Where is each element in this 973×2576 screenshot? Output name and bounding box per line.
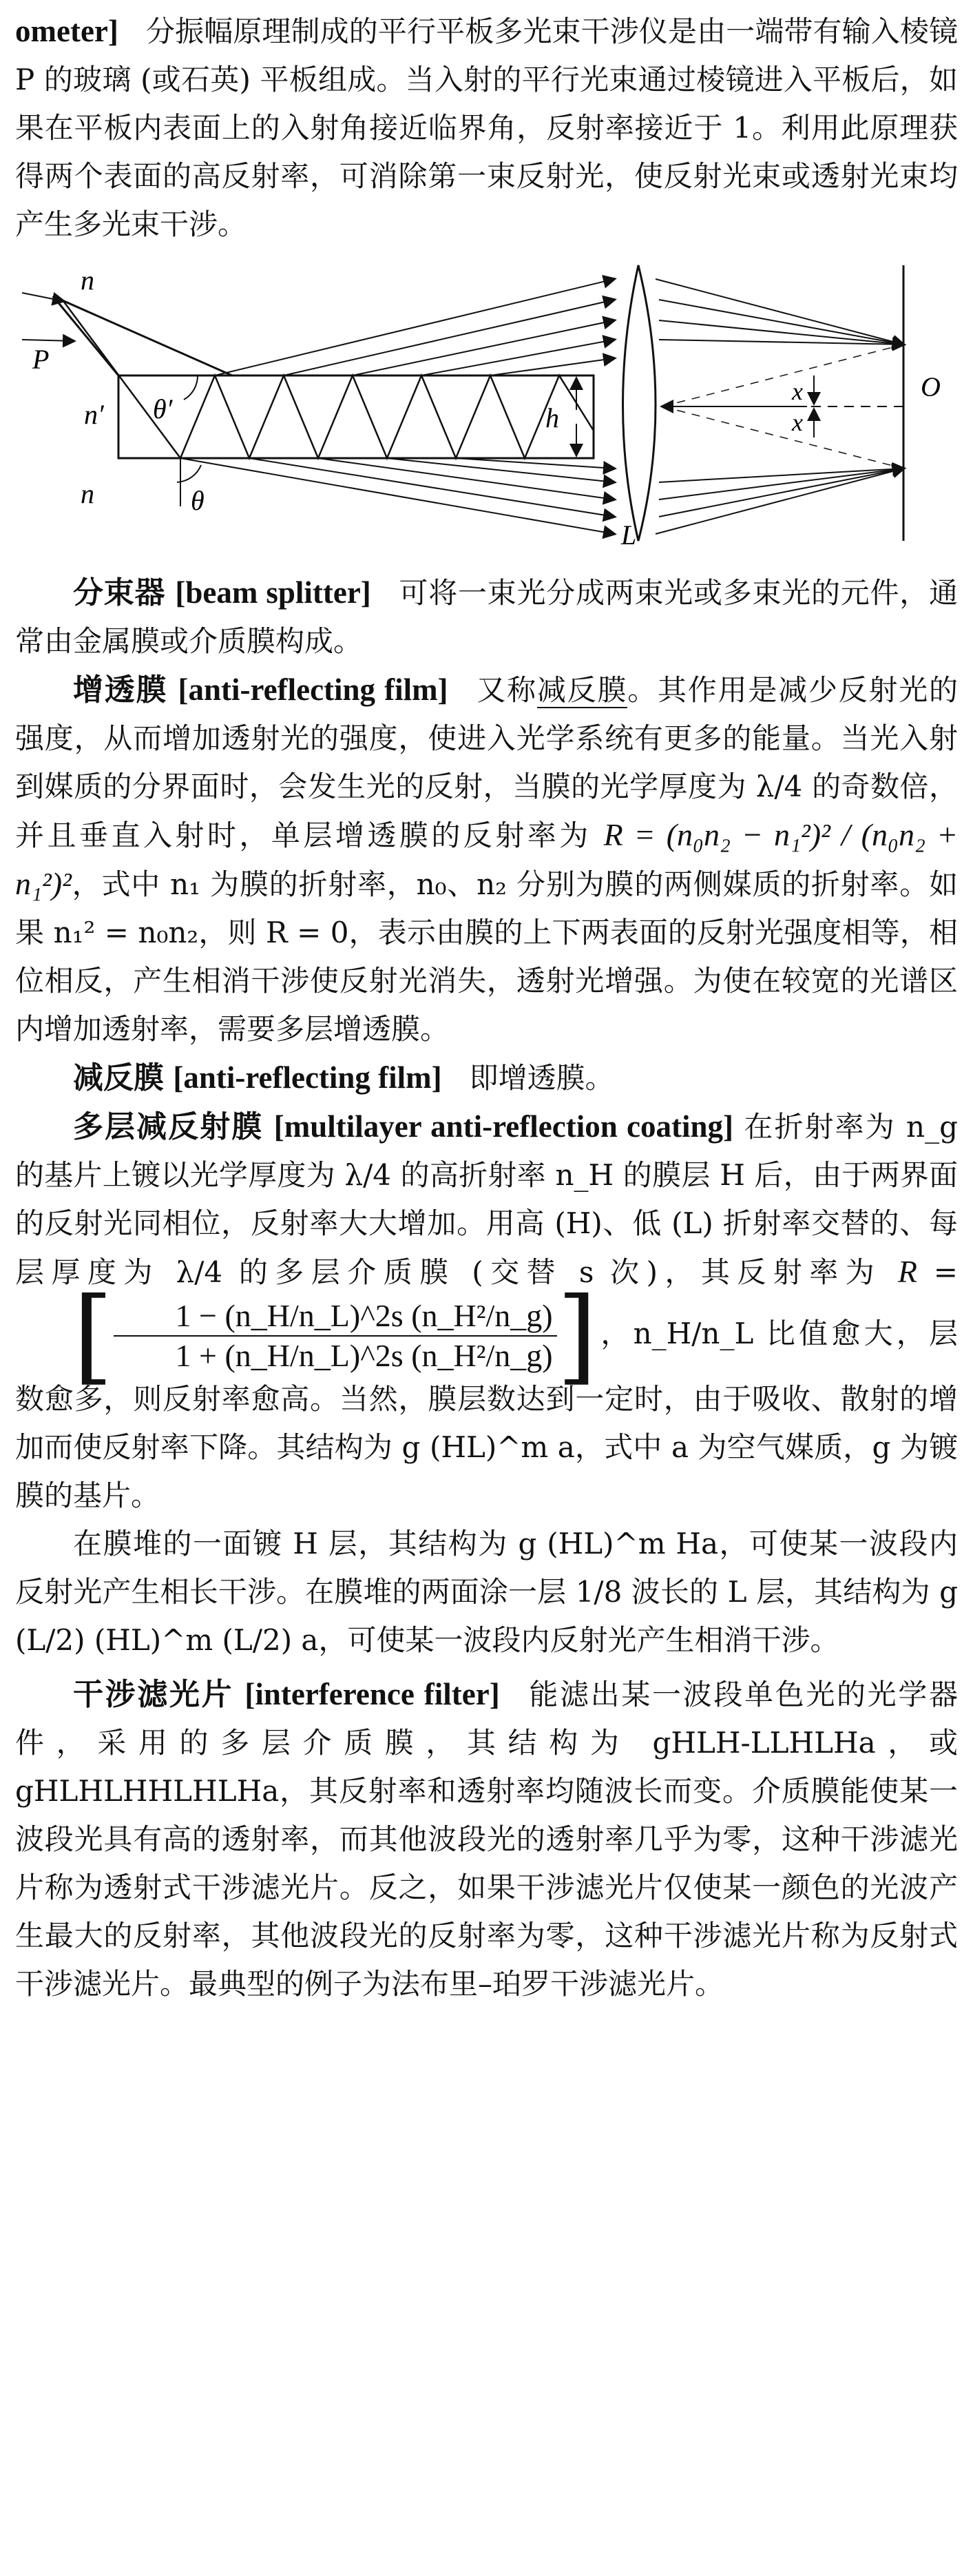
formula-multilayer-num: 1 − (n_H/n_L)^2s (n_H²/n_g) [114, 1297, 557, 1337]
text-multilayer-b: ，n_H/n_L 比值愈大，层数愈多，则反射率愈高。当然，膜层数达到一定时，由于吸收、散射的增加而使反射率下降。其结构为 g (HL)^m a，式中 a 为空气媒质，g 为镀膜的基片。 [15, 1317, 958, 1512]
entry-multilayer: 多层减反射膜 [multilayer anti-reflection coating] 在折射率为 n_g 的基片上镀以光学厚度为 λ/4 的高折射率 n_H 的膜层 H 后，由于两界面的反射光同相位，反射率大大增加。用高 (H)、低 (L) 折射率交替的、每层厚度为 λ/4 的多层介质膜 (交替 s 次)，其反射率为 R = [ $\frac{\text{1 − (n\_H/n\_L)\textasciicircum{}2s (n\_H²/n\_g)}}{\text{1 + (n\_H/n\_L)\textasciicircum{}2s (n\_H²/n\_g)}}$ ]，n_H/n_L 比值愈大，层数愈多，则反射率愈高。当然，膜层数达到一定时，由于吸收、散射的增加而使反射率下降。其结构为 g (HL)^m a，式中 a 为空气媒质，g 为镀膜的基片。 [15, 1109, 959, 1512]
glass-plate [118, 375, 594, 458]
label-theta: θ [191, 485, 205, 516]
formula-single-layer: R = (n₀n₂ − n₁²)² / (n₀n₂ + n₁²)² [15, 817, 958, 901]
label-prism-p: P [32, 344, 50, 375]
term-beam-splitter: 分束器 [73, 575, 166, 610]
label-h: h [545, 402, 559, 433]
label-lens-l: L [621, 519, 637, 548]
term-reduce-reflect: 减反膜 [73, 1060, 164, 1095]
term-multilayer: 多层减反射膜 [73, 1109, 264, 1144]
label-n-bottom: n [81, 478, 94, 509]
term-anti-reflecting-film: 增透膜 [73, 672, 168, 708]
formula-multilayer-den: 1 + (n_H/n_L)^2s (n_H²/n_g) [175, 1338, 553, 1373]
intro-text: 分振幅原理制成的平行平板多光束干涉仪是由一端带有输入棱镜 P 的玻璃 (或石英) 平板组成。当入射的平行光束通过棱镜进入平板后，如果在平板内表面上的入射角接近临界角，反射率接近于 1。利用此原理获得两个表面的高反射率，可消除第一束反射光，使反射光束或透射光束均产生多光束干涉。 [15, 14, 958, 241]
english-beam-splitter: [beam splitter] [175, 575, 371, 610]
interferometer-diagram [15, 258, 958, 548]
english-anti-reflecting-film: [anti-reflecting film] [178, 672, 448, 707]
text-beam-splitter: 可将一束光分成两束光或多束光的元件，通常由金属膜或介质膜构成。 [15, 576, 958, 658]
multibeam-interferometer-figure [15, 258, 958, 548]
text-multilayer-a: 在折射率为 n_g 的基片上镀以光学厚度为 λ/4 的高折射率 n_H 的膜层 H 后，由于两界面的反射光同相位，反射率大大增加。用高 (H)、低 (L) 折射率交替的、每层厚度为 λ/4 的多层介质膜 (交替 s 次)，其反射率为 [15, 1110, 958, 1289]
english-interference-filter: [interference filter] [244, 1677, 500, 1711]
text-anti-reflecting-c: ，式中 n₁ 为膜的折射率，n₀、n₂ 分别为膜的两侧媒质的折射率。如果 n₁² = n₀n₂，则 R = 0，表示由膜的上下两表面的反射光强度相等，相位相反，产生相消干涉使反射光消失，透射光增强。为使在较宽的光谱区内增加透射率，需要多层增透膜。 [15, 867, 958, 1046]
label-theta-prime: θ′ [153, 393, 173, 424]
entry-anti-reflecting-film [15, 666, 958, 1053]
label-x-upper: x [792, 378, 803, 405]
entry-reduce-reflect [15, 1053, 958, 1102]
text-anti-reflecting-b: 。其作用是减少反射光的强度，从而增加透射光的强度，使进入光学系统有更多的能量。当光入射到媒质的分界面时，会发生光的反射，当膜的光学厚度为 λ/4 的奇数倍，并且垂直入射时，单层增透膜的反射率为 [15, 673, 959, 852]
label-x-lower: x [792, 409, 803, 436]
entry-interference-filter [15, 1670, 958, 2008]
formula-multilayer: [ $\frac{\text{1 − (n\_H/n\_L)\textasciicircum{}2s (n\_H²/n\_g)}}{\text{1 + (n\_H/n\_L)\textasciicircum{}2s (n\_H²/n\_g)}}$ ] [73, 1276, 598, 1396]
entry-beam-splitter [15, 568, 958, 666]
multilayer-paragraph-2 [15, 1520, 958, 1665]
text-interference-filter: 能滤出某一波段单色光的光学器件，采用的多层介质膜，其结构为 gHLH-LLHLHa，或 gHLHLHHLHLHa，其反射率和透射率均随波长而变。介质膜能使某一波段光具有高的透射率，而其他波段光的透射率几乎为零，这种干涉滤光片称为透射式干涉滤光片。反之，如果干涉滤光片仅使某一颜色的光波产生最大的反射率，其他波段光的反射率为零，这种干涉滤光片称为反射式干涉滤光片。最典型的例子为法布里–珀罗干涉滤光片。 [15, 1678, 958, 2001]
text-anti-reflecting-a: 又称 [475, 673, 537, 707]
label-n-prime: n′ [84, 399, 104, 430]
english-multilayer: [multilayer anti-reflection coating] [273, 1109, 733, 1144]
text-reduce-reflect: 即增透膜。 [469, 1061, 614, 1095]
input-prism [53, 296, 232, 375]
intro-term-fragment: ometer] [15, 14, 118, 48]
link-reduce-reflect[interactable]: 减反膜 [536, 673, 628, 707]
english-reduce-reflect: [anti-reflecting film] [173, 1060, 442, 1095]
intro-paragraph [15, 7, 958, 249]
label-n-top: n [81, 265, 94, 296]
term-interference-filter: 干涉滤光片 [73, 1677, 234, 1712]
label-o: O [921, 371, 941, 402]
text-multilayer-para2: 在膜堆的一面镀 H 层，其结构为 g (HL)^m Ha，可使某一波段内反射光产生相长干涉。在膜堆的两面涂一层 1/8 波长的 L 层，其结构为 g (L/2) (HL)^m (L/2) a，可使某一波段内反射光产生相消干涉。 [15, 1527, 958, 1657]
lens [623, 265, 656, 541]
